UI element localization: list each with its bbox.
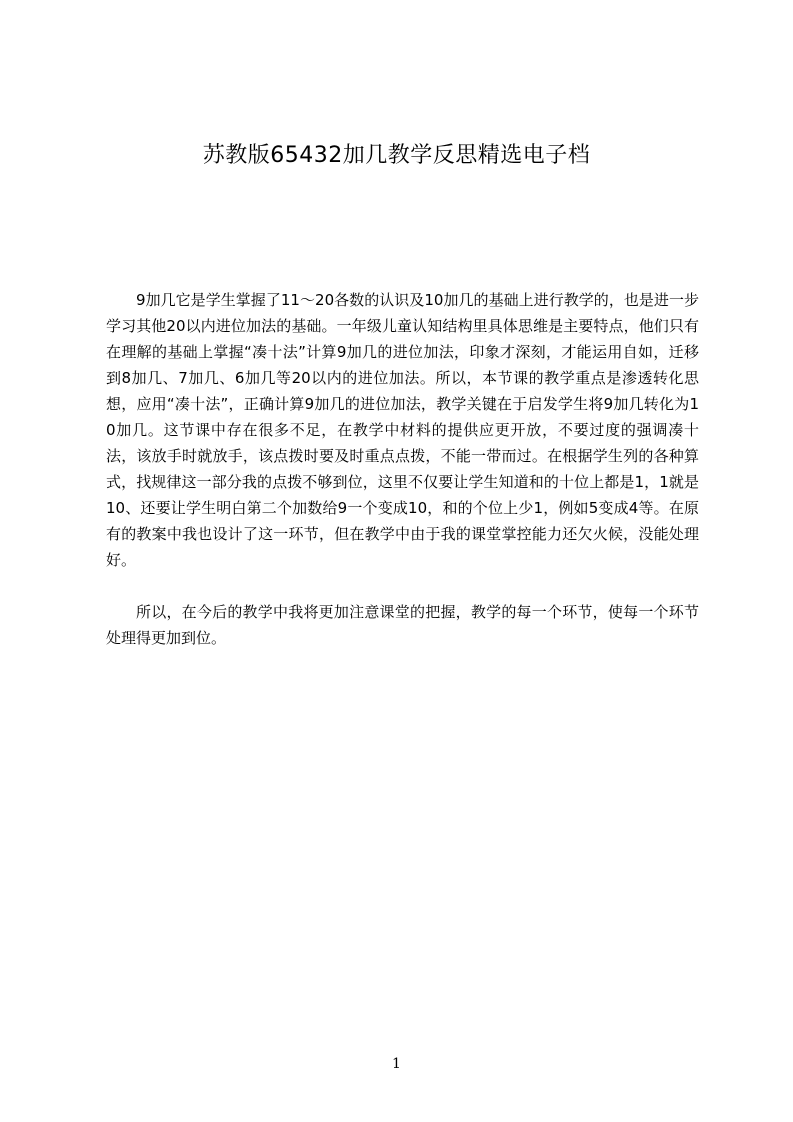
document-body <box>106 287 699 651</box>
document-title: 苏教版65432加几教学反思精选电子档 <box>202 143 591 168</box>
paragraph-conclusion: 所以，在今后的教学中我将更加注意课堂的把握，教学的每一个环节，使每一个环节处理得更加到位。 <box>106 603 699 647</box>
page-number: 1 <box>392 1056 401 1072</box>
paragraph-reflection: 9加几它是学生掌握了11～20各数的认识及10加几的基础上进行教学的，也是进一步学习其他20以内进位加法的基础。一年级儿童认知结构里具体思维是主要特点，他们只有在理解的基础上掌握“凑十法”计算9加几的进位加法，印象才深刻，才能运用自如，迁移到8加几、7加几、6加几等20以内的进位加法。所以，本节课的教学重点是渗透转化思想，应用“凑十法”，正确计算9加几的进位加法，教学关键在于启发学生将9加几转化为10加几。这节课中存在很多不足，在教学中材料的提供应更开放，不要过度的强调凑十法，该放手时就放手，该点拨时要及时重点点拨，不能一带而过。在根据学生列的各种算式，找规律这一部分我的点拨不够到位，这里不仅要让学生知道和的十位上都是1，1就是10、还要让学生明白第二个加数给9一个变成10，和的个位上少1，例如5变成4等。在原有的教案中我也设计了这一环节，但在教学中由于我的课堂掌控能力还欠火候，没能处理好。 <box>106 291 699 569</box>
